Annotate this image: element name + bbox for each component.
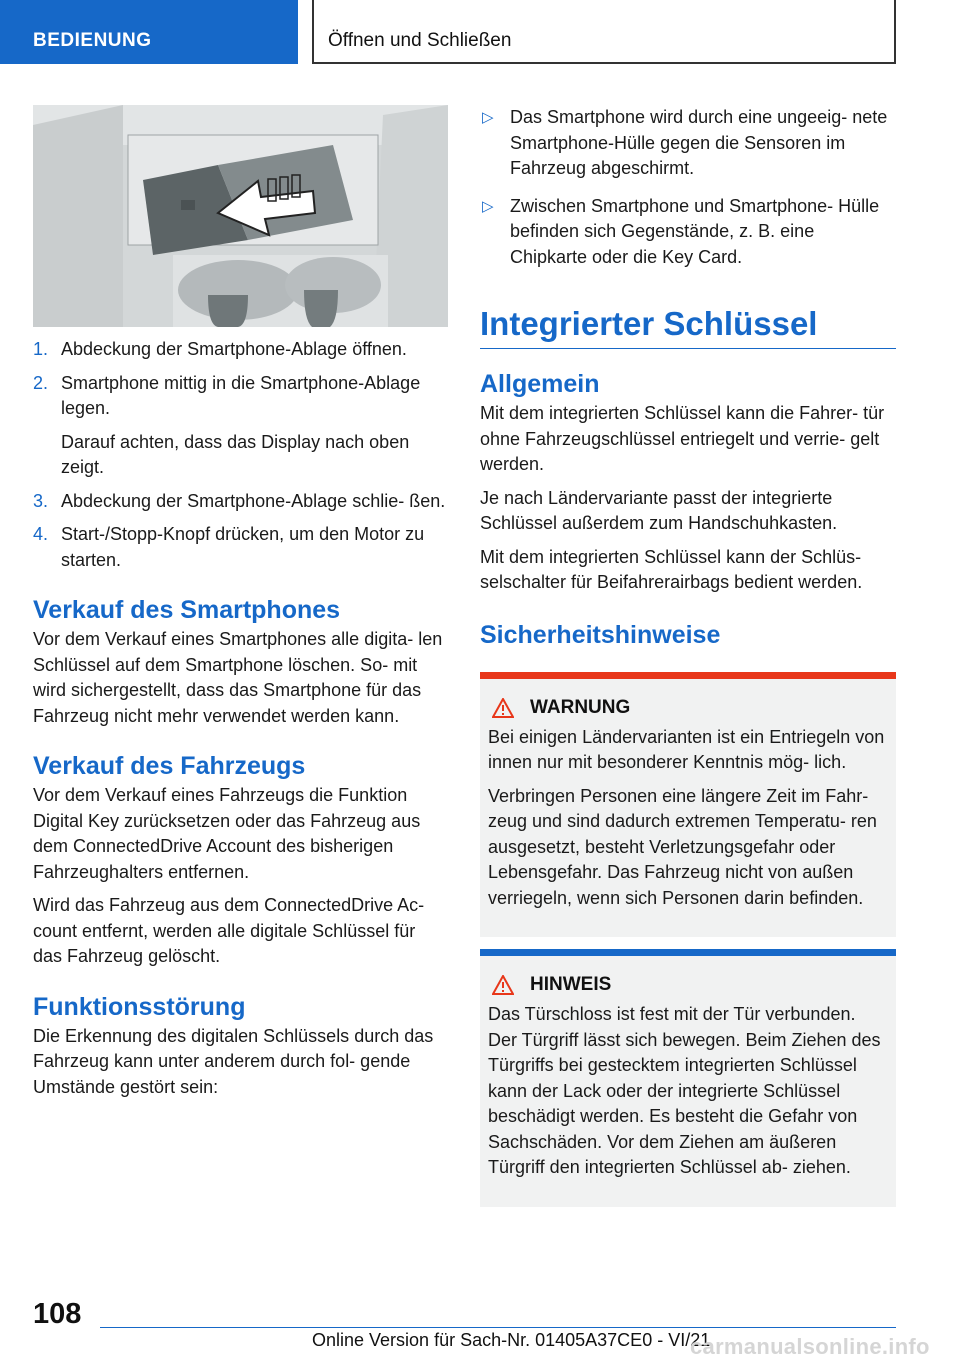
paragraph-verkauf-smartphone: Vor dem Verkauf eines Smartphones alle digita‐ len Schlüssel auf dem Smartphone löschen. So‐ mit wird sichergestellt, dass das Smartphone für das Fahrzeug nicht mehr verwendet werden kann. <box>33 629 443 726</box>
step-number: 2. <box>33 372 49 393</box>
hint-triangle-icon <box>492 975 514 995</box>
step-text: Abdeckung der Smartphone-Ablage öffnen. <box>61 339 407 359</box>
list-item <box>33 489 448 515</box>
paragraph-allgemein-2: Je nach Ländervariante passt der integrierte Schlüssel außerdem zum Handschuhkasten. <box>480 487 838 533</box>
step-subtext: Darauf achten, dass das Display nach oben zeigt. <box>61 431 410 477</box>
steps-list <box>33 337 448 573</box>
list-item <box>33 522 448 573</box>
list-item <box>480 194 896 271</box>
heading-sicherheitshinweise: Sicherheitshinweise <box>480 620 721 649</box>
smartphone-tray-photo <box>33 105 448 327</box>
paragraph-funktionsstoerung: Die Erkennung des digitalen Schlüssels durch das Fahrzeug kann unter anderem durch fol‐ gende Umstände gestört sein: <box>33 1025 434 1097</box>
watermark-text: carmanualsonline.info <box>690 1334 930 1359</box>
warning-title: WARNUNG <box>530 696 631 718</box>
step-text: Abdeckung der Smartphone-Ablage schlie‐ ßen. <box>61 490 446 511</box>
step-text: Smartphone mittig in die Smartphone-Ablage legen. <box>61 372 421 418</box>
header-section-tab <box>0 0 298 64</box>
page-number: 108 <box>33 1298 82 1330</box>
smartphone-tray-illustration <box>33 105 448 327</box>
list-item <box>480 105 896 182</box>
step-text: Start-/Stopp-Knopf drücken, um den Motor zu starten. <box>61 524 425 570</box>
right-column <box>480 105 896 1219</box>
list-item <box>33 337 448 363</box>
triangle-bullet-icon: ▷ <box>482 109 494 126</box>
hint-title-row <box>492 974 888 996</box>
hint-title: HINWEIS <box>530 974 612 995</box>
paragraph-verkauf-fahrzeug-1: Vor dem Verkauf eines Fahrzeugs die Funktion Digital Key zurücksetzen oder das Fahrzeug aus dem ConnectedDrive Account des bisherigen Fahrzeughalters entfernen. <box>33 785 421 882</box>
step-number: 3. <box>33 490 49 511</box>
step-number: 1. <box>33 339 49 359</box>
header-chapter-label: Öffnen und Schließen <box>328 30 512 51</box>
bullet-text: Zwischen Smartphone und Smartphone- Hülle befinden sich Gegenstände, z. B. eine Chipkarte oder die Key Card. <box>510 195 880 267</box>
triangle-bullet-icon: ▷ <box>482 197 494 215</box>
list-item <box>33 371 448 481</box>
heading-integrierter-schluessel: Integrierter Schlüssel <box>480 304 896 349</box>
header-chapter-box <box>312 0 896 64</box>
paragraph-verkauf-fahrzeug-2: Wird das Fahrzeug aus dem ConnectedDrive Ac‐ count entfernt, werden alle digitale Schlüssel für das Fahrzeug gelöscht. <box>33 895 425 966</box>
warning-title-row <box>492 697 888 719</box>
warning-paragraph-2: Verbringen Personen eine längere Zeit im Fahr‐ zeug und sind dadurch extremen Temperatu‐ ren ausgesetzt, besteht Verletzungsgefahr oder Lebensgefahr. Das Fahrzeug nicht von außen verriegeln, wenn sich Personen darin befinden. <box>488 785 877 908</box>
step-number: 4. <box>33 524 49 544</box>
left-column <box>33 105 448 1108</box>
hint-box <box>480 949 896 1207</box>
footer-divider <box>100 1327 896 1328</box>
heading-funktionsstoerung: Funktionsstörung <box>33 992 246 1021</box>
warning-box <box>480 672 896 938</box>
heading-verkauf-fahrzeug: Verkauf des Fahrzeugs <box>33 752 306 780</box>
paragraph-allgemein-3: Mit dem integrierten Schlüssel kann der Schlüs‐ selschalter für Beifahrerairbags bedient werden. <box>480 546 863 592</box>
heading-allgemein: Allgemein <box>480 370 600 398</box>
hint-paragraph: Das Türschloss ist fest mit der Tür verbunden. Der Türgriff lässt sich bewegen. Beim Ziehen des Türgriffs bei gestecktem integrierten Schlüssel kann der Lack oder der integrierte Schlüssel beschädigt werden. Es besteht die Gefahr von Sachschäden. Vor dem Ziehen am äußeren Türgriff den integrierten Schlüssel ab‐ ziehen. <box>488 1004 881 1177</box>
header-section-label: BEDIENUNG <box>33 30 152 51</box>
paragraph-allgemein-1: Mit dem integrierten Schlüssel kann die Fahrer‐ tür ohne Fahrzeugschlüssel entriegelt und verrie‐ gelt werden. <box>480 403 885 474</box>
disturbance-list <box>480 105 896 270</box>
warning-triangle-icon <box>492 698 514 718</box>
warning-paragraph-1: Bei einigen Ländervarianten ist ein Entriegeln von innen nur mit besonderer Kenntnis mög‐ lich. <box>488 726 885 772</box>
bullet-text: Das Smartphone wird durch eine ungeeig‐ nete Smartphone-Hülle gegen die Sensoren im Fahrzeug abgeschirmt. <box>510 107 888 178</box>
footer-text: Online Version für Sach-Nr. 01405A37CE0 - VI/21 <box>312 1330 711 1350</box>
heading-verkauf-smartphone: Verkauf des Smartphones <box>33 596 341 624</box>
